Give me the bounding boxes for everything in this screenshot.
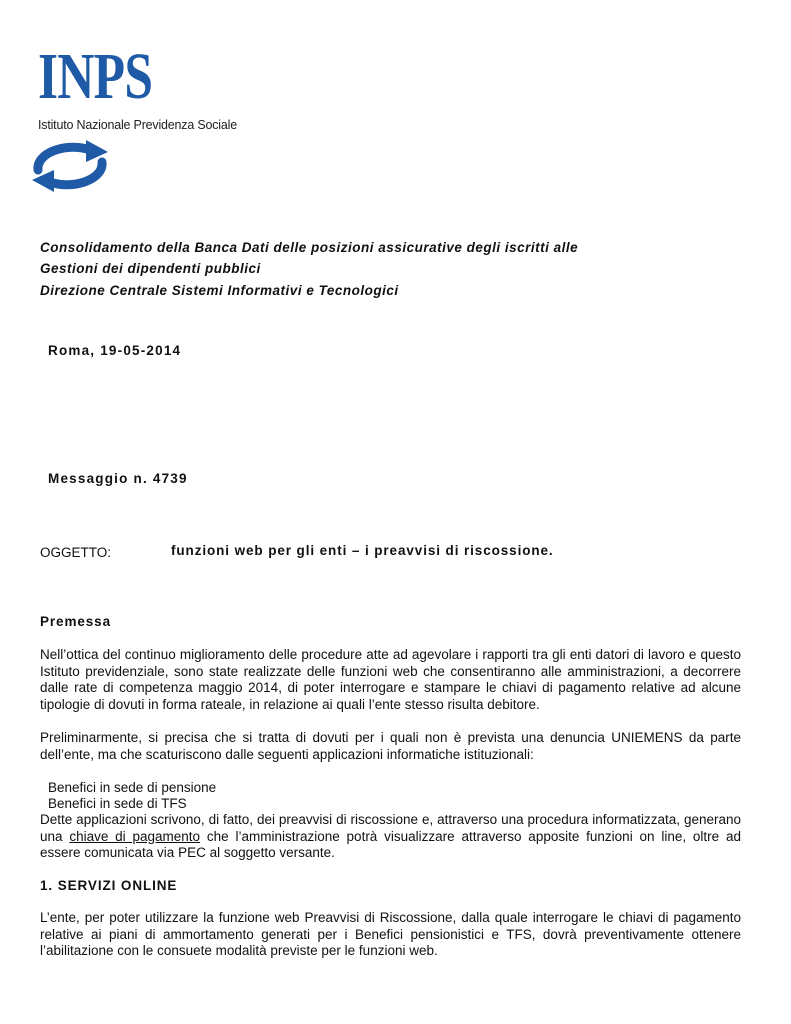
inps-logo-text: INPS [38, 40, 153, 113]
oggetto-label: OGGETTO: [40, 545, 112, 560]
header-line-3: Direzione Centrale Sistemi Informativi e Tecnologici [40, 283, 399, 298]
header-line-2: Gestioni dei dipendenti pubblici [40, 261, 261, 276]
chiave-di-pagamento-term: chiave di pagamento [69, 828, 201, 844]
oggetto-text: funzioni web per gli enti – i preavvisi di riscossione. [171, 543, 554, 558]
document-date: Roma, 19-05-2014 [48, 343, 182, 358]
premessa-title: Premessa [40, 614, 112, 629]
paragraph-text: Dette applicazioni scrivono, di fatto, dei preavvisi di riscossione e, attraverso una procedura informatizzata, generano una [40, 812, 741, 844]
message-number: Messaggio n. 4739 [48, 471, 188, 486]
logo-subtitle: Istituto Nazionale Previdenza Sociale [38, 118, 237, 132]
list-item: Benefici in sede di TFS [48, 796, 187, 811]
header-line-1: Consolidamento della Banca Dati delle posizioni assicurative degli iscritti alle [40, 240, 579, 255]
premessa-paragraph-1: Nell’ottica del continuo miglioramento delle procedure atte ad agevolare i rapporti tra gli enti datori di lavoro e questo Istituto previdenziale, sono state realizzate delle funzioni web che consentiranno alle amministrazioni, a decorrere dalle rate di competenza maggio 2014, di poter interrogare e stampare le chiavi di pagamento relative ad alcune tipologie di dovuti in forma rateale, in relazione ai quali l’ente stesso risulta debitore. [40, 647, 741, 712]
section-1-title: 1. SERVIZI ONLINE [40, 878, 178, 893]
section-1-paragraph: L’ente, per poter utilizzare la funzione web Preavvisi di Riscossione, dalla quale interrogare le chiavi di pagamento relative ai piani di ammortamento generati per i Benefici pensionistici e TFS, dovrà preventivamente ottenere l’abilitazione con le consuete modalità previste per le funzioni web. [40, 910, 741, 958]
circular-arrows-icon [28, 140, 112, 197]
premessa-paragraph-2: Preliminarmente, si precisa che si tratta di dovuti per i quali non è prevista una denuncia UNIEMENS da parte dell’ente, ma che scaturiscono dalle seguenti applicazioni informatiche istituzionali: [40, 730, 741, 762]
premessa-paragraph-3 [40, 812, 741, 862]
list-item: Benefici in sede di pensione [48, 780, 217, 795]
paragraph-text: che l’amministrazione potrà visualizzare attraverso apposite funzioni on line, oltre ad essere comunicata via PEC al soggetto versante. [40, 828, 741, 860]
